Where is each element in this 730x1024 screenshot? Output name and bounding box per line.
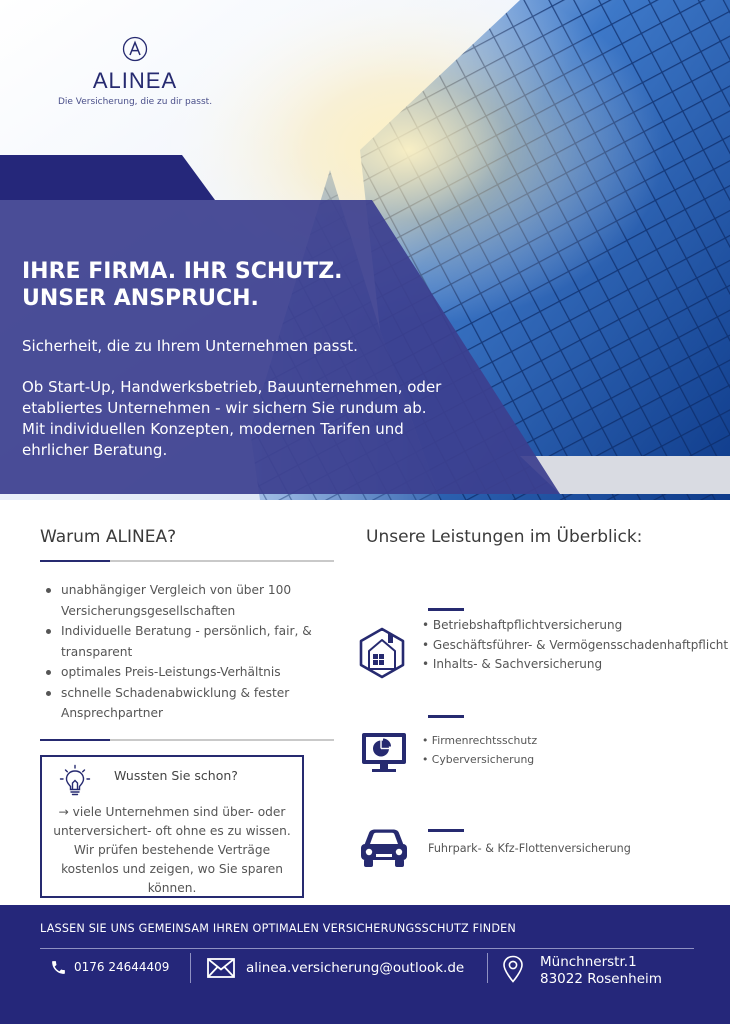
address-street: Münchnerstr.1 [540,954,637,970]
brand-name: ALINEA [92,68,178,93]
services-group-2 [422,731,537,769]
monitor-chart-icon [360,732,408,774]
logo-a-icon [122,36,148,62]
service-item: • Firmenrechtsschutz [422,734,538,747]
did-you-know-box [40,755,304,898]
services-group-3-accent [428,829,464,832]
hero-body-line-4: ehrlicher Beratung. [22,441,168,459]
services-group-2-accent [428,715,464,718]
services-group-1-accent [428,608,464,611]
service-item: • Inhalts- & Sachversicherung [422,657,603,671]
mail-icon [207,958,235,978]
footer-separator [487,953,488,983]
why-item: unabhängiger Vergleich von über 100 Versicherungsgesellschaften [44,580,329,621]
house-icon [358,626,406,680]
services-group-1 [422,616,728,675]
footer-email[interactable]: alinea.versicherung@outlook.de [246,960,465,976]
contact-footer [0,905,730,1024]
why-list [44,580,329,724]
hero-body-line-1: Ob Start-Up, Handwerksbetrieb, Bauunternehmen, oder [22,378,442,396]
hero-section [0,0,730,500]
services-title: Unsere Leistungen im Überblick: [366,527,643,547]
service-item: • Cyberversicherung [422,753,535,766]
phone-icon [50,959,67,976]
why-item: schnelle Schadenabwicklung & fester Ansprechpartner [44,683,329,724]
hero-body-line-3: Mit individuellen Konzepten, modernen Tarifen und [22,420,404,438]
footer-cta: LASSEN SIE UNS GEMEINSAM IHREN OPTIMALEN VERSICHERUNGSSCHUTZ FINDEN [40,922,516,935]
why-title: Warum ALINEA? [40,527,177,547]
brand-logo [40,36,230,107]
headline-line-1: IHRE FIRMA. IHR SCHUTZ. [22,259,343,284]
why-item: Individuelle Beratung - persönlich, fair, & transparent [44,621,329,662]
service-item: • Geschäftsführer- & Vermögensschadenhaftpflicht [422,637,729,652]
footer-address [540,954,662,988]
footer-separator [190,953,191,983]
lightbulb-icon [59,764,91,798]
tip-text: → viele Unternehmen sind über- oder unterversichert- oft ohne es zu wissen. Wir prüfen bestehende Verträge kostenlos und zeigen, wo Sie sparen können. [53,805,291,895]
location-pin-icon [502,955,524,983]
tip-title: Wussten Sie schon? [114,768,238,783]
hero-body-line-2: etabliertes Unternehmen - wir sichern Sie rundum ab. [22,399,427,417]
why-divider-bottom [40,739,334,741]
brand-tagline: Die Versicherung, die zu dir passt. [57,97,213,107]
hero-body [22,377,462,461]
footer-divider [40,948,694,949]
hero-headline [22,258,422,312]
footer-phone[interactable]: 0176 24644409 [74,960,170,974]
address-city: 83022 Rosenheim [540,971,662,987]
headline-line-2: UNSER ANSPRUCH. [22,286,259,311]
hero-intro: Sicherheit, die zu Ihrem Unternehmen passt. [22,337,358,355]
service-item: • Betriebshaftpflichtversicherung [422,618,623,632]
car-icon [358,826,410,870]
why-divider [40,560,334,562]
service-item-fleet: Fuhrpark- & Kfz-Flottenversicherung [428,842,631,855]
why-item: optimales Preis-Leistungs-Verhältnis [44,662,329,683]
